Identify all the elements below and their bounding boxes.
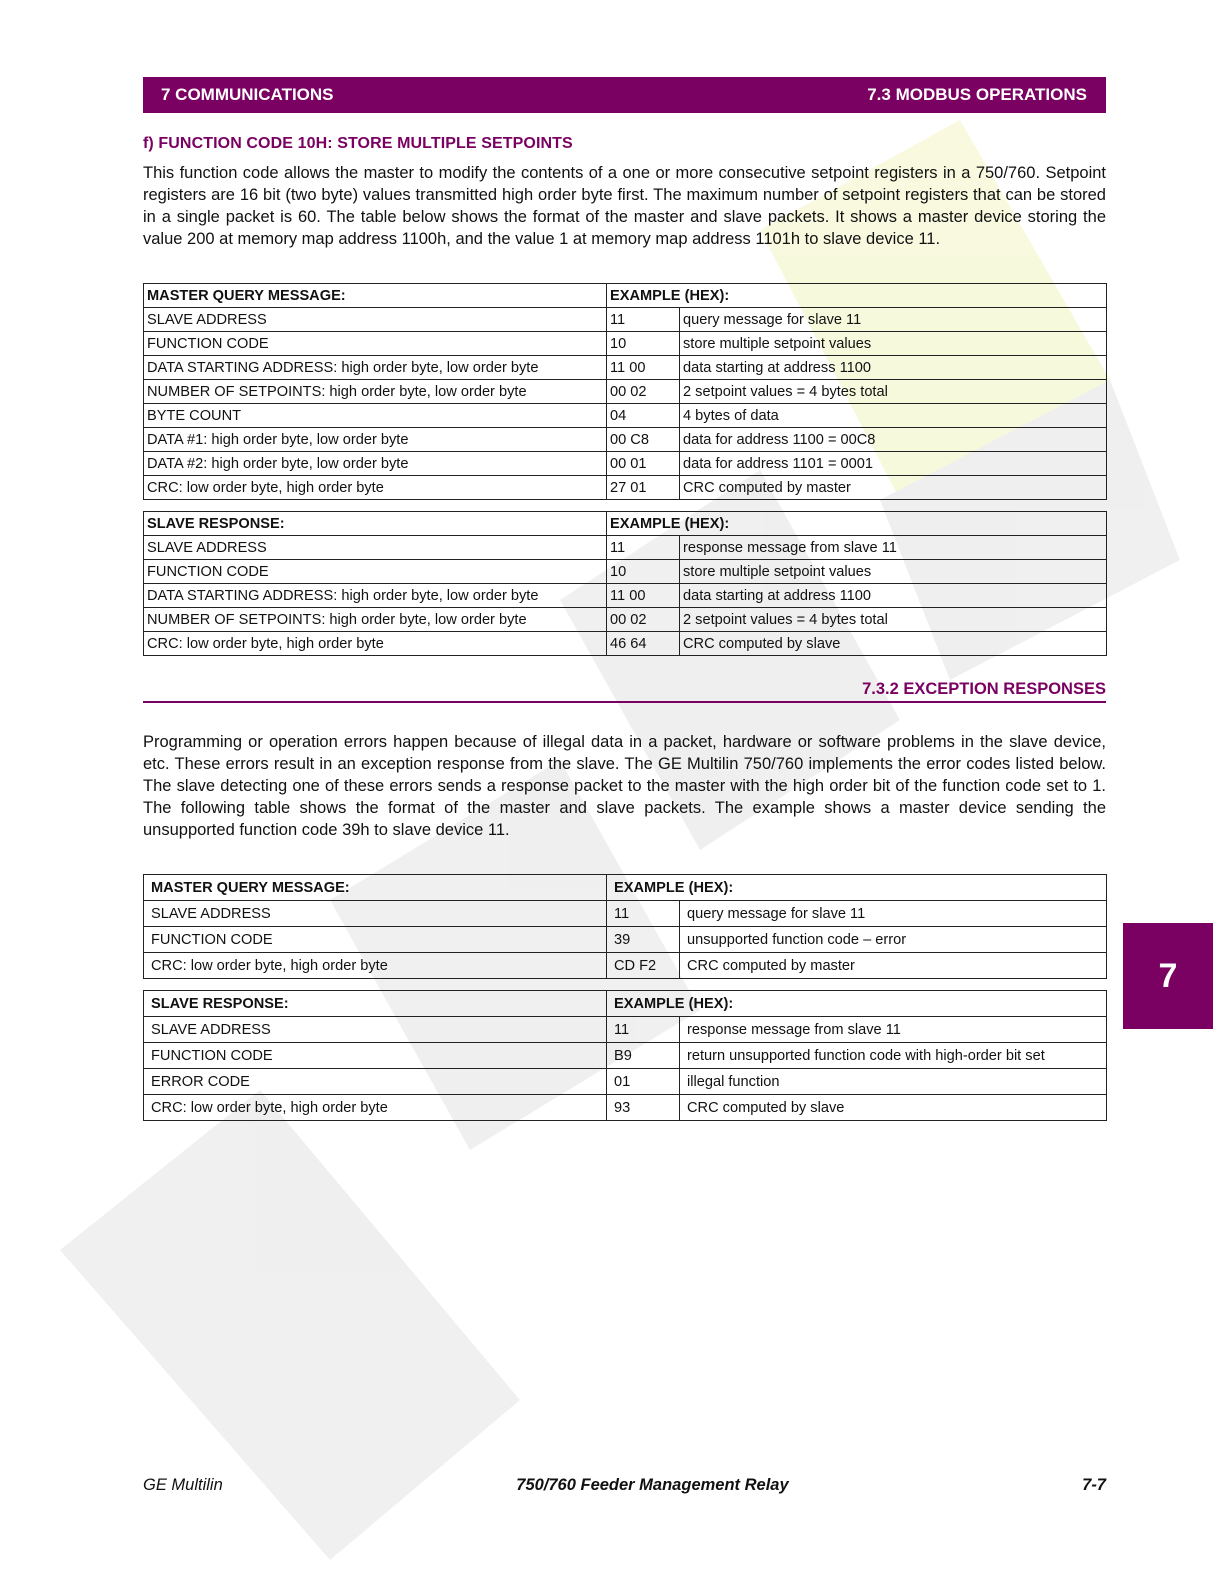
table-row xyxy=(144,584,1107,608)
field-cell: CRC: low order byte, high order byte xyxy=(144,476,607,500)
footer-page-number: 7-7 xyxy=(1082,1476,1106,1494)
field-cell: DATA #1: high order byte, low order byte xyxy=(144,428,607,452)
description-cell: 4 bytes of data xyxy=(680,404,1107,428)
section-732-paragraph: Programming or operation errors happen because of illegal data in a packet, hardware or software problems in the slave device, etc. These errors result in an exception response from the slave. The GE Multilin 750/760 implements the error codes listed below. The slave detecting one of these errors sends a response packet to the master with the high order bit of the function code set to 1. The following table shows the format of the master and slave packets. The example shows a master device sending the unsupported function code 39h to slave device 11. xyxy=(143,733,1106,839)
table-row xyxy=(144,1069,1107,1095)
description-cell: 2 setpoint values = 4 bytes total xyxy=(680,380,1107,404)
table-row xyxy=(144,632,1107,656)
description-cell: return unsupported function code with high-order bit set xyxy=(680,1043,1107,1069)
field-cell: FUNCTION CODE xyxy=(144,927,607,953)
header-section: 7.3 MODBUS OPERATIONS xyxy=(867,85,1087,104)
hex-cell: 00 01 xyxy=(607,452,680,476)
field-cell: DATA STARTING ADDRESS: high order byte, low order byte xyxy=(144,356,607,380)
table-row xyxy=(144,927,1107,953)
table-header-row xyxy=(144,284,1107,308)
page-content xyxy=(143,135,1106,1121)
hex-cell: 93 xyxy=(607,1095,680,1121)
table-row xyxy=(144,901,1107,927)
description-cell: CRC computed by master xyxy=(680,953,1107,979)
table-row xyxy=(144,428,1107,452)
page-header-bar xyxy=(143,77,1106,113)
hex-cell: 11 xyxy=(607,536,680,560)
table-row xyxy=(144,308,1107,332)
table-header-cell: SLAVE RESPONSE: xyxy=(144,512,607,536)
hex-cell: 00 C8 xyxy=(607,428,680,452)
footer-manual-title: 750/760 Feeder Management Relay xyxy=(516,1476,789,1494)
description-cell: CRC computed by master xyxy=(680,476,1107,500)
table-row xyxy=(144,356,1107,380)
field-cell: BYTE COUNT xyxy=(144,404,607,428)
field-cell: CRC: low order byte, high order byte xyxy=(144,632,607,656)
hex-cell: 00 02 xyxy=(607,380,680,404)
field-cell: SLAVE ADDRESS xyxy=(144,1017,607,1043)
table-row xyxy=(144,404,1107,428)
description-cell: store multiple setpoint values xyxy=(680,332,1107,356)
field-cell: SLAVE ADDRESS xyxy=(144,901,607,927)
hex-cell: 01 xyxy=(607,1069,680,1095)
description-cell: data for address 1101 = 0001 xyxy=(680,452,1107,476)
table-row xyxy=(144,452,1107,476)
description-cell: query message for slave 11 xyxy=(680,901,1107,927)
field-cell: NUMBER OF SETPOINTS: high order byte, low order byte xyxy=(144,380,607,404)
table-header-cell: SLAVE RESPONSE: xyxy=(144,991,607,1017)
field-cell: NUMBER OF SETPOINTS: high order byte, low order byte xyxy=(144,608,607,632)
hex-cell: 11 xyxy=(607,901,680,927)
description-cell: store multiple setpoint values xyxy=(680,560,1107,584)
table-row xyxy=(144,608,1107,632)
hex-cell: 27 01 xyxy=(607,476,680,500)
table-header-cell: MASTER QUERY MESSAGE: xyxy=(144,875,607,901)
hex-cell: 10 xyxy=(607,560,680,584)
description-cell: CRC computed by slave xyxy=(680,1095,1107,1121)
field-cell: SLAVE ADDRESS xyxy=(144,536,607,560)
table-row xyxy=(144,560,1107,584)
table-row xyxy=(144,380,1107,404)
field-cell: SLAVE ADDRESS xyxy=(144,308,607,332)
f-slave-response-table xyxy=(143,511,1107,656)
hex-cell: B9 xyxy=(607,1043,680,1069)
table-row xyxy=(144,953,1107,979)
field-cell: ERROR CODE xyxy=(144,1069,607,1095)
field-cell: CRC: low order byte, high order byte xyxy=(144,953,607,979)
description-cell: response message from slave 11 xyxy=(680,1017,1107,1043)
field-cell: DATA #2: high order byte, low order byte xyxy=(144,452,607,476)
section-732-heading-rule xyxy=(143,680,1106,703)
description-cell: data starting at address 1100 xyxy=(680,356,1107,380)
hex-cell: 11 00 xyxy=(607,584,680,608)
table-row xyxy=(144,1017,1107,1043)
field-cell: FUNCTION CODE xyxy=(144,332,607,356)
section-f-heading: f) FUNCTION CODE 10H: STORE MULTIPLE SETPOINTS xyxy=(143,135,573,152)
description-cell: response message from slave 11 xyxy=(680,536,1107,560)
field-cell: FUNCTION CODE xyxy=(144,1043,607,1069)
chapter-side-tab: 7 xyxy=(1123,923,1213,1029)
field-cell: CRC: low order byte, high order byte xyxy=(144,1095,607,1121)
table-header-cell: MASTER QUERY MESSAGE: xyxy=(144,284,607,308)
hex-cell: 10 xyxy=(607,332,680,356)
table-header-cell: EXAMPLE (HEX): xyxy=(607,991,1107,1017)
field-cell: DATA STARTING ADDRESS: high order byte, low order byte xyxy=(144,584,607,608)
hex-cell: 04 xyxy=(607,404,680,428)
hex-cell: 39 xyxy=(607,927,680,953)
description-cell: 2 setpoint values = 4 bytes total xyxy=(680,608,1107,632)
section-732-heading: 7.3.2 EXCEPTION RESPONSES xyxy=(862,680,1106,698)
table-header-cell: EXAMPLE (HEX): xyxy=(607,512,1107,536)
table-header-row xyxy=(144,512,1107,536)
description-cell: illegal function xyxy=(680,1069,1107,1095)
field-cell: FUNCTION CODE xyxy=(144,560,607,584)
f-master-query-table xyxy=(143,283,1107,500)
table-header-cell: EXAMPLE (HEX): xyxy=(607,284,1107,308)
hex-cell: CD F2 xyxy=(607,953,680,979)
table-row xyxy=(144,1095,1107,1121)
table-header-row xyxy=(144,875,1107,901)
hex-cell: 11 00 xyxy=(607,356,680,380)
description-cell: CRC computed by slave xyxy=(680,632,1107,656)
page-footer xyxy=(143,1476,1106,1495)
table-row xyxy=(144,476,1107,500)
description-cell: data for address 1100 = 00C8 xyxy=(680,428,1107,452)
table-header-row xyxy=(144,991,1107,1017)
header-chapter: 7 COMMUNICATIONS xyxy=(161,85,334,104)
table-row xyxy=(144,1043,1107,1069)
hex-cell: 46 64 xyxy=(607,632,680,656)
description-cell: query message for slave 11 xyxy=(680,308,1107,332)
hex-cell: 00 02 xyxy=(607,608,680,632)
footer-company: GE Multilin xyxy=(143,1476,223,1494)
hex-cell: 11 xyxy=(607,308,680,332)
section-f-paragraph: This function code allows the master to modify the contents of a one or more consecutive setpoint registers in a 750/760. Setpoint registers are 16 bit (two byte) values transmitted high order byte first. The maximum number of setpoint registers that can be stored in a single packet is 60. The table below shows the format of the master and slave packets. It shows a master device storing the value 200 at memory map address 1100h, and the value 1 at memory map address 1101h to slave device 11. xyxy=(143,164,1106,248)
exception-master-query-table xyxy=(143,874,1107,979)
table-header-cell: EXAMPLE (HEX): xyxy=(607,875,1107,901)
hex-cell: 11 xyxy=(607,1017,680,1043)
table-row xyxy=(144,332,1107,356)
description-cell: unsupported function code – error xyxy=(680,927,1107,953)
exception-slave-response-table xyxy=(143,990,1107,1121)
table-row xyxy=(144,536,1107,560)
description-cell: data starting at address 1100 xyxy=(680,584,1107,608)
